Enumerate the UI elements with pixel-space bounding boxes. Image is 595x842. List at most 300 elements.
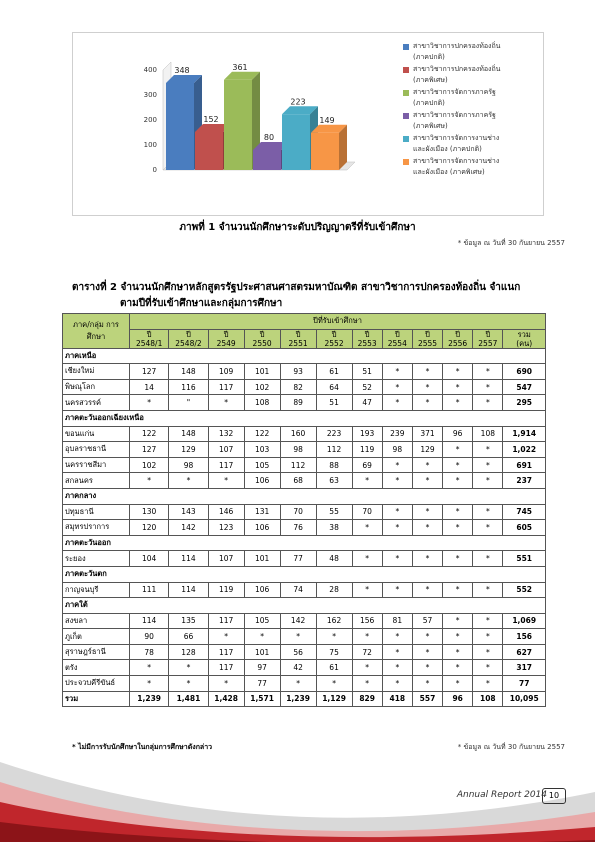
table-cell: *	[352, 473, 382, 489]
table-cell: 106	[244, 473, 280, 489]
region-label: ภาคกลาง	[63, 488, 546, 504]
year-column-header: ปี 2550	[244, 329, 280, 348]
table-cell: *	[208, 629, 244, 645]
table-cell: *	[280, 629, 316, 645]
row-label: ระยอง	[63, 551, 130, 567]
table-cell: 123	[208, 520, 244, 536]
table-cell: *	[473, 395, 503, 411]
table-cell: *	[443, 660, 473, 676]
table-cell: 89	[280, 395, 316, 411]
table-cell: *	[473, 613, 503, 629]
table-cell: 107	[208, 442, 244, 458]
table-cell: 96	[443, 691, 473, 707]
total-row	[63, 691, 546, 707]
row-label: ตรัง	[63, 660, 130, 676]
table-cell: 77	[503, 676, 546, 692]
table-row	[63, 520, 546, 536]
bar	[224, 80, 252, 170]
table-cell: 156	[352, 613, 382, 629]
table-cell: *	[382, 473, 412, 489]
bar-value-label: 223	[290, 97, 306, 107]
table-cell: 117	[208, 613, 244, 629]
table-cell: 48	[316, 551, 352, 567]
table-cell: *	[473, 676, 503, 692]
table-title-line1: ตารางที่ 2 จำนวนนักศึกษาหลักสูตรรัฐประศาสนศาสตรมหาบัณฑิต สาขาวิชาการปกครองท้องถิ่น จำแนก	[72, 282, 521, 293]
table-cell: 691	[503, 457, 546, 473]
table-cell: 130	[130, 504, 169, 520]
row-label: สมุทรปราการ	[63, 520, 130, 536]
table-cell: 51	[352, 364, 382, 380]
table-cell: 120	[130, 520, 169, 536]
legend-item	[403, 41, 541, 63]
table-cell: *	[412, 676, 442, 692]
table-cell: *	[412, 364, 442, 380]
table-cell: *	[473, 644, 503, 660]
table-cell: *	[208, 395, 244, 411]
table-cell: *	[443, 644, 473, 660]
legend-label: สาขาวิชาการปกครองท้องถิ่น (ภาคปกติ)	[413, 42, 501, 61]
row-label: นครราชสีมา	[63, 457, 130, 473]
row-label: นครสวรรค์	[63, 395, 130, 411]
header-group: ภาค/กลุ่ม การศึกษา	[63, 314, 130, 349]
table-cell: 112	[316, 442, 352, 458]
region-row	[63, 598, 546, 614]
row-label: สุราษฎร์ธานี	[63, 644, 130, 660]
table-cell: 143	[169, 504, 208, 520]
table-cell: 129	[169, 442, 208, 458]
table-cell: 162	[316, 613, 352, 629]
table-cell: 146	[208, 504, 244, 520]
table-cell: 70	[352, 504, 382, 520]
table-cell: 75	[316, 644, 352, 660]
table-cell: *	[443, 613, 473, 629]
table-cell: 77	[244, 676, 280, 692]
y-tick-label: 200	[143, 116, 157, 124]
region-row	[63, 410, 546, 426]
table-cell: 98	[169, 457, 208, 473]
table-cell: 117	[208, 644, 244, 660]
table-row	[63, 504, 546, 520]
table-cell: 64	[316, 379, 352, 395]
year-column-header: ปี 2555	[412, 329, 442, 348]
bar-value-label: 80	[263, 133, 275, 142]
legend-label: สาขาวิชาการจัดการงานช่าง และผังเมือง (ภาคปกติ)	[413, 134, 500, 153]
table-cell: 745	[503, 504, 546, 520]
table-cell: 142	[169, 520, 208, 536]
table-cell: 119	[208, 582, 244, 598]
table-cell: *	[473, 582, 503, 598]
legend-item	[403, 64, 541, 86]
table-cell: 829	[352, 691, 382, 707]
table-row	[63, 442, 546, 458]
table-cell: 132	[208, 426, 244, 442]
table-cell: 38	[316, 520, 352, 536]
footer-text: Annual Report 2014	[456, 790, 547, 800]
year-column-header: ปี 2554	[382, 329, 412, 348]
table-cell: *	[412, 551, 442, 567]
table-cell: 101	[244, 364, 280, 380]
row-label: สงขลา	[63, 613, 130, 629]
bar	[253, 150, 281, 170]
table-cell: 47	[352, 395, 382, 411]
chart-legend	[403, 41, 541, 179]
row-label: ขอนแก่น	[63, 426, 130, 442]
table-cell: 127	[130, 442, 169, 458]
table-cell: *	[382, 582, 412, 598]
bar-value-label: 149	[319, 115, 335, 125]
bar	[166, 83, 194, 170]
table-cell: 105	[244, 457, 280, 473]
table-cell: *	[169, 660, 208, 676]
table-cell: 117	[208, 660, 244, 676]
table-cell: 51	[316, 395, 352, 411]
legend-swatch	[403, 159, 409, 165]
table-cell: *	[412, 457, 442, 473]
table-cell: 114	[169, 582, 208, 598]
table-cell: 102	[130, 457, 169, 473]
table-cell: 127	[130, 364, 169, 380]
table-row	[63, 379, 546, 395]
table-cell: 93	[280, 364, 316, 380]
year-column-header: ปี 2552	[316, 329, 352, 348]
header-years: ปีที่รับเข้าศึกษา	[130, 314, 546, 330]
y-tick-label: 0	[152, 166, 157, 174]
region-label: ภาคตะวันออกเฉียงเหนือ	[63, 410, 546, 426]
table-cell: *	[382, 629, 412, 645]
table-cell: 88	[316, 457, 352, 473]
table-row	[63, 644, 546, 660]
table-cell: *	[443, 457, 473, 473]
table-cell: 1,571	[244, 691, 280, 707]
legend-swatch	[403, 136, 409, 142]
row-label: พิษณุโลก	[63, 379, 130, 395]
legend-swatch	[403, 90, 409, 96]
table-cell: *	[382, 520, 412, 536]
bar-value-label: 361	[232, 62, 248, 72]
table-cell: 1,481	[169, 691, 208, 707]
table-cell: *	[443, 582, 473, 598]
table-row	[63, 629, 546, 645]
table-cell: *	[473, 504, 503, 520]
table-cell: *	[473, 442, 503, 458]
table-row	[63, 613, 546, 629]
table-cell: *	[208, 676, 244, 692]
legend-item	[403, 87, 541, 109]
table-cell: 57	[412, 613, 442, 629]
table-row	[63, 660, 546, 676]
table-cell: *	[412, 395, 442, 411]
table-cell: 128	[169, 644, 208, 660]
table-footnote: * ไม่มีการรับนักศึกษาในกลุ่มการศึกษาดังกล่าว	[72, 743, 213, 751]
table-cell: *	[443, 520, 473, 536]
table-cell: 160	[280, 426, 316, 442]
bar-chart	[72, 32, 544, 216]
table-cell: 135	[169, 613, 208, 629]
table-cell: 418	[382, 691, 412, 707]
table-cell: 1,239	[280, 691, 316, 707]
table-cell: 605	[503, 520, 546, 536]
table-cell: 72	[352, 644, 382, 660]
year-column-header: ปี 2549	[208, 329, 244, 348]
table-cell: *	[382, 364, 412, 380]
region-row	[63, 566, 546, 582]
legend-item	[403, 156, 541, 178]
student-table	[62, 313, 546, 707]
table-title-line2: ตามปีที่รับเข้าศึกษาและกลุ่มการศึกษา	[120, 298, 283, 309]
table-cell: 295	[503, 395, 546, 411]
table-cell: 111	[130, 582, 169, 598]
table-cell: *	[412, 520, 442, 536]
year-column-header: ปี 2557	[473, 329, 503, 348]
table-cell: *	[130, 395, 169, 411]
region-row	[63, 488, 546, 504]
legend-swatch	[403, 113, 409, 119]
table-cell: *	[473, 520, 503, 536]
table-cell: *	[130, 660, 169, 676]
table-cell: 156	[503, 629, 546, 645]
table-cell: 114	[130, 613, 169, 629]
legend-label: สาขาวิชาการปกครองท้องถิ่น (ภาคพิเศษ)	[413, 65, 501, 84]
table-row	[63, 395, 546, 411]
table-cell: 76	[280, 520, 316, 536]
table-row	[63, 473, 546, 489]
table-cell: *	[382, 551, 412, 567]
table-cell: 112	[280, 457, 316, 473]
legend-item	[403, 133, 541, 155]
table-cell: *	[473, 629, 503, 645]
table-cell: 14	[130, 379, 169, 395]
legend-swatch	[403, 67, 409, 73]
table-cell: *	[473, 379, 503, 395]
table-cell: *	[443, 629, 473, 645]
table-cell: 90	[130, 629, 169, 645]
bar-value-label: 348	[174, 66, 190, 75]
table-cell: 61	[316, 660, 352, 676]
table-cell: 131	[244, 504, 280, 520]
table-cell: 117	[208, 379, 244, 395]
table-cell: *	[352, 676, 382, 692]
page-number: 10	[542, 788, 566, 804]
bar-value-label: 152	[203, 115, 219, 124]
legend-item	[403, 110, 541, 132]
table-cell: *	[473, 660, 503, 676]
table-cell: 129	[412, 442, 442, 458]
chart-plot	[73, 33, 403, 215]
table-cell: *	[443, 473, 473, 489]
table-cell: 77	[280, 551, 316, 567]
table-cell: 551	[503, 551, 546, 567]
table-cell: *	[169, 676, 208, 692]
table-cell: 552	[503, 582, 546, 598]
table-cell: *	[382, 676, 412, 692]
bar	[311, 133, 339, 170]
year-column-header: ปี 2548/2	[169, 329, 208, 348]
table-cell: *	[443, 395, 473, 411]
table-cell: 1,239	[130, 691, 169, 707]
table-cell: 98	[382, 442, 412, 458]
legend-label: สาขาวิชาการจัดการภาครัฐ (ภาคพิเศษ)	[413, 111, 496, 130]
table-cell: 148	[169, 426, 208, 442]
region-label: ภาคตะวันออก	[63, 535, 546, 551]
table-cell: 1,914	[503, 426, 546, 442]
table-cell: 61	[316, 364, 352, 380]
table-cell: 116	[169, 379, 208, 395]
table-cell: 109	[208, 364, 244, 380]
table-cell: 105	[244, 613, 280, 629]
table-cell: 98	[280, 442, 316, 458]
table-cell: 1,428	[208, 691, 244, 707]
year-column-header: ปี 2553	[352, 329, 382, 348]
table-cell: 82	[280, 379, 316, 395]
table-cell: *	[443, 551, 473, 567]
y-tick-label: 400	[143, 66, 157, 74]
table-cell: *	[280, 676, 316, 692]
region-row	[63, 535, 546, 551]
table-cell: 122	[244, 426, 280, 442]
table-cell: 101	[244, 644, 280, 660]
region-row	[63, 348, 546, 364]
table-cell: *	[412, 504, 442, 520]
table-cell: *	[208, 473, 244, 489]
table-cell: 237	[503, 473, 546, 489]
table-cell: 142	[280, 613, 316, 629]
table-row	[63, 582, 546, 598]
table-cell: 70	[280, 504, 316, 520]
table-row	[63, 676, 546, 692]
table-cell: 1,069	[503, 613, 546, 629]
table-cell: 1,022	[503, 442, 546, 458]
table-cell: 101	[244, 551, 280, 567]
table-cell: *	[352, 520, 382, 536]
table-cell: 148	[169, 364, 208, 380]
table-cell: 104	[130, 551, 169, 567]
table-cell: 690	[503, 364, 546, 380]
table-cell: 10,095	[503, 691, 546, 707]
table-cell: 108	[244, 395, 280, 411]
table-cell: *	[352, 551, 382, 567]
table-cell: *	[412, 379, 442, 395]
table-cell: *	[130, 473, 169, 489]
row-label: ปทุมธานี	[63, 504, 130, 520]
table-cell: *	[382, 644, 412, 660]
table-cell: 223	[316, 426, 352, 442]
bar	[195, 132, 223, 170]
table-cell: 557	[412, 691, 442, 707]
table-cell: 317	[503, 660, 546, 676]
table-cell: 108	[473, 691, 503, 707]
figure-caption: ภาพที่ 1 จำนวนนักศึกษาระดับปริญญาตรีที่รับเข้าศึกษา	[179, 222, 416, 233]
table-cell: 102	[244, 379, 280, 395]
table-cell: 103	[244, 442, 280, 458]
table-cell: *	[352, 629, 382, 645]
table-cell: 114	[169, 551, 208, 567]
table-cell: *	[412, 644, 442, 660]
row-label: ภูเก็ต	[63, 629, 130, 645]
table-cell: *	[382, 504, 412, 520]
bar	[282, 114, 310, 170]
table-row	[63, 551, 546, 567]
table-cell: *	[443, 676, 473, 692]
table-cell: *	[412, 473, 442, 489]
year-column-header: ปี 2548/1	[130, 329, 169, 348]
row-label: กาญจนบุรี	[63, 582, 130, 598]
table-cell: *	[382, 395, 412, 411]
region-label: ภาคใต้	[63, 598, 546, 614]
table-cell: 106	[244, 582, 280, 598]
table-cell: 52	[352, 379, 382, 395]
table-cell: 81	[382, 613, 412, 629]
table-cell: 193	[352, 426, 382, 442]
region-label: ภาคเหนือ	[63, 348, 546, 364]
table-row	[63, 426, 546, 442]
table-cell: *	[316, 629, 352, 645]
table-cell: *	[130, 676, 169, 692]
table-cell: 97	[244, 660, 280, 676]
table-cell: 627	[503, 644, 546, 660]
table-cell: *	[169, 473, 208, 489]
table-cell: 28	[316, 582, 352, 598]
table-cell: *	[443, 504, 473, 520]
table-cell: 69	[352, 457, 382, 473]
row-label: รวม	[63, 691, 130, 707]
table-cell: *	[382, 457, 412, 473]
y-tick-label: 100	[143, 141, 157, 149]
row-label: เชียงใหม่	[63, 364, 130, 380]
legend-label: สาขาวิชาการจัดการภาครัฐ (ภาคปกติ)	[413, 88, 496, 107]
row-label: สกลนคร	[63, 473, 130, 489]
table-cell: *	[443, 364, 473, 380]
table-cell: *	[412, 660, 442, 676]
table-cell: 55	[316, 504, 352, 520]
row-label: ประจวบคีรีขันธ์	[63, 676, 130, 692]
table-cell: *	[443, 379, 473, 395]
table-cell: *	[473, 551, 503, 567]
table-cell: *	[473, 473, 503, 489]
table-cell: 371	[412, 426, 442, 442]
region-label: ภาคตะวันตก	[63, 566, 546, 582]
legend-swatch	[403, 44, 409, 50]
table-cell: *	[473, 364, 503, 380]
table-cell: "	[169, 395, 208, 411]
table-cell: 56	[280, 644, 316, 660]
table-cell: *	[443, 442, 473, 458]
chart-source-note: * ข้อมูล ณ วันที่ 30 กันยายน 2557	[457, 239, 565, 247]
table-cell: 68	[280, 473, 316, 489]
year-column-header: ปี 2556	[443, 329, 473, 348]
table-cell: 119	[352, 442, 382, 458]
table-cell: *	[473, 457, 503, 473]
year-column-header: ปี 2551	[280, 329, 316, 348]
table-cell: 547	[503, 379, 546, 395]
table-source-note: * ข้อมูล ณ วันที่ 30 กันยายน 2557	[457, 743, 565, 751]
table-cell: *	[316, 676, 352, 692]
table-cell: 122	[130, 426, 169, 442]
table-row	[63, 457, 546, 473]
table-cell: *	[412, 582, 442, 598]
table-title	[72, 280, 542, 312]
table-cell: 96	[443, 426, 473, 442]
table-cell: *	[382, 379, 412, 395]
table-row	[63, 364, 546, 380]
y-tick-label: 300	[143, 91, 157, 99]
table-cell: 74	[280, 582, 316, 598]
table-cell: 117	[208, 457, 244, 473]
table-cell: 107	[208, 551, 244, 567]
table-cell: 1,129	[316, 691, 352, 707]
table-cell: 108	[473, 426, 503, 442]
year-column-header: รวม (คน)	[503, 329, 546, 348]
table-cell: *	[412, 629, 442, 645]
